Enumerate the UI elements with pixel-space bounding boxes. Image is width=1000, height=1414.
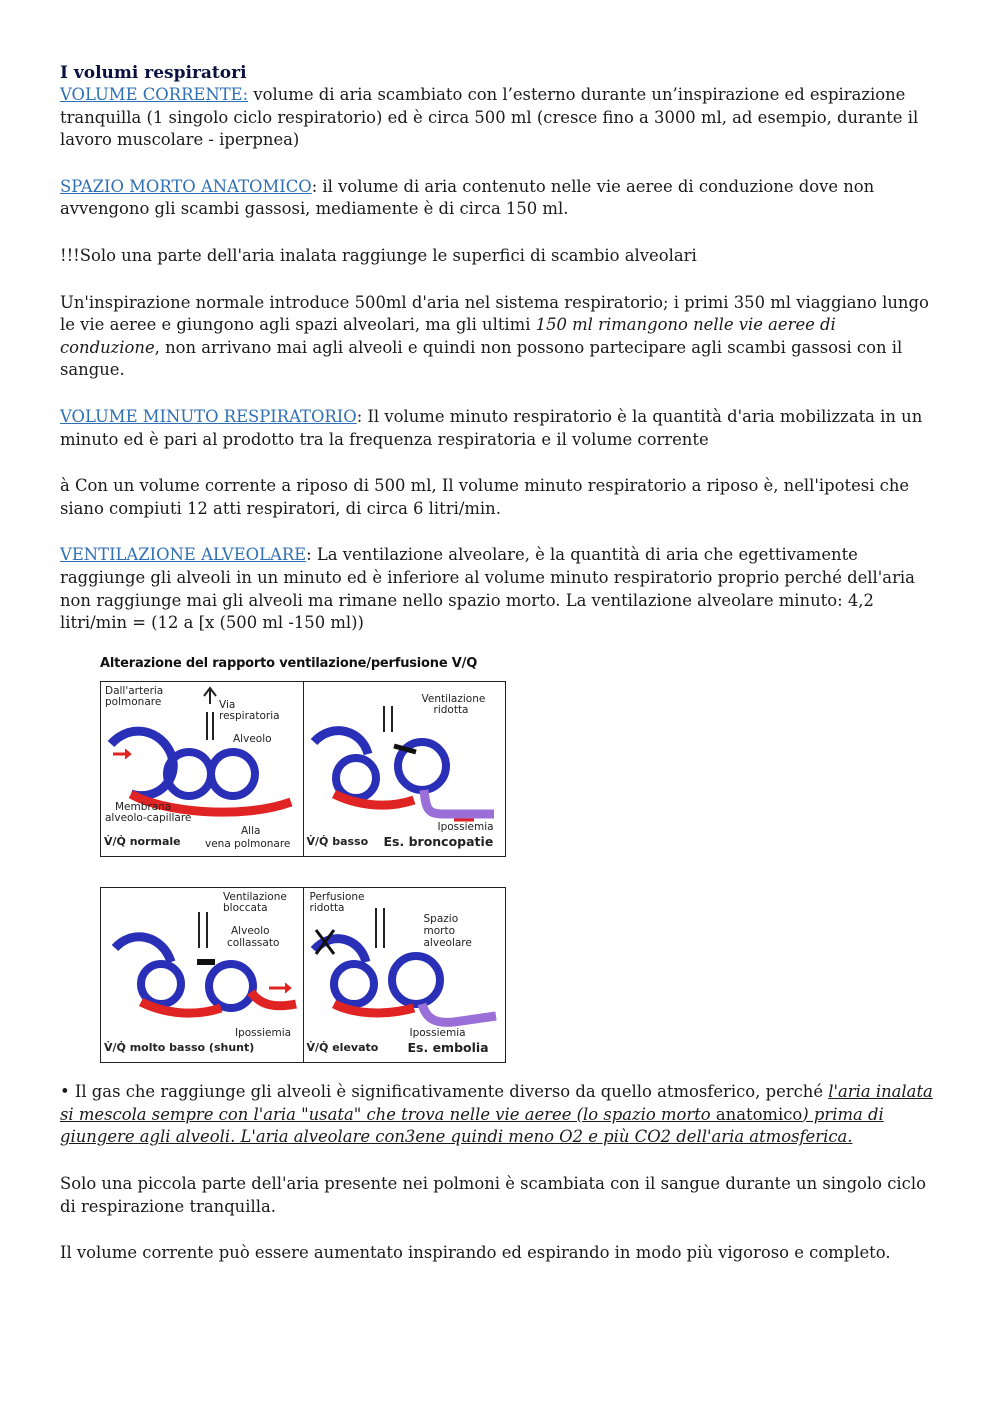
figure-row-bottom bbox=[100, 887, 506, 1063]
term-ventilazione: VENTILAZIONE ALVEOLARE bbox=[60, 545, 307, 565]
label-ventilazione-ridotta-2: ridotta bbox=[433, 704, 469, 717]
label-ventilazione-bloccata-1: Ventilazione bbox=[223, 891, 287, 904]
caption-normale: V̇/Q̇ normale bbox=[104, 834, 181, 848]
figure-row-top bbox=[100, 681, 506, 857]
text-gas-u4: dell'aria atmosferica. bbox=[671, 1127, 853, 1147]
figure-title: Alterazione del rapporto ventilazione/perfusione V/Q bbox=[100, 655, 478, 671]
label-alveolo-collassato-1: Alveolo bbox=[231, 925, 270, 938]
label-membrana-2: alveolo-capillare bbox=[105, 812, 192, 825]
text-gas-a: • Il gas che raggiunge gli alveoli è significativamente diverso da quello atmosferico, perché bbox=[60, 1082, 829, 1102]
label-alla: Alla bbox=[241, 825, 261, 838]
paragraph-riposo: à Con un volume corrente a riposo di 500 ml, Il volume minuto respiratorio a riposo è, nell'ipotesi che siano compiuti 12 atti respiratori, di circa 6 litri/min. bbox=[60, 476, 910, 518]
caption-elevato: V̇/Q̇ elevato bbox=[306, 1040, 379, 1054]
term-spazio-morto: SPAZIO MORTO ANATOMICO bbox=[60, 176, 312, 196]
panel-normale bbox=[101, 682, 304, 856]
label-arteria-1: Dall'arteria bbox=[105, 685, 164, 698]
label-ventilazione-ridotta-1: Ventilazione bbox=[421, 693, 486, 706]
label-arteria-2: polmonare bbox=[105, 696, 162, 709]
paragraph-aumento: Il volume corrente può essere aumentato inspirando ed espirando in modo più vigoroso e completo. bbox=[60, 1243, 891, 1263]
label-membrana-1: Membrana bbox=[115, 801, 172, 814]
label-spazio-1: Spazio bbox=[423, 913, 459, 926]
label-ipossiemia-basso: Ipossiemia bbox=[437, 821, 494, 834]
label-spazio-3: alveolare bbox=[423, 937, 472, 950]
text-spazio-morto: : il volume di aria contenuto nelle vie aeree di conduzione dove non avvengono gli scambi gassosi, mediamente è di circa 150 ml. bbox=[60, 176, 875, 219]
term-volume-minuto: VOLUME MINUTO RESPIRATORIO bbox=[60, 406, 357, 426]
text-gas-u2: anatomico bbox=[710, 1104, 803, 1124]
term-volume-corrente: VOLUME CORRENTE: bbox=[60, 85, 249, 104]
caption-shunt: V̇/Q̇ molto basso (shunt) bbox=[104, 1040, 255, 1054]
panel-basso bbox=[304, 682, 506, 856]
text-inspirazione-italic: 150 ml rimangono nelle vie aeree di conduzione bbox=[60, 315, 836, 357]
label-alveolo-collassato-2: collassato bbox=[227, 937, 280, 950]
paragraph-volume-corrente bbox=[60, 84, 940, 152]
panel-elevato bbox=[304, 888, 506, 1062]
text-volume-corrente: volume di aria scambiato con l’esterno durante un’inspirazione ed espirazione tranquilla (1 singolo ciclo respiratorio) ed è circa 500 ml (cresce fino a 3000 ml, ad esempio, durante il lavoro muscolare - iperpnea) bbox=[60, 85, 919, 150]
vq-figure bbox=[100, 653, 520, 1064]
label-spazio-2: morto bbox=[423, 925, 456, 938]
label-via-1: Via bbox=[219, 699, 236, 712]
paragraph-inspirazione bbox=[60, 292, 940, 382]
text-volume-minuto: : Il volume minuto respiratorio è la quantità d'aria mobilizzata in un minuto ed è pari al prodotto tra la frequenza respiratoria e il volume corrente bbox=[60, 406, 923, 449]
page-title: I volumi respiratori bbox=[60, 63, 247, 83]
paragraph-spazio-morto bbox=[60, 176, 940, 221]
label-vena: vena polmonare bbox=[205, 838, 291, 851]
label-ipossiemia-shunt: Ipossiemia bbox=[235, 1027, 292, 1040]
label-ipossiemia-elevato: Ipossiemia bbox=[409, 1027, 466, 1040]
paragraph-note: !!!Solo una parte dell'aria inalata raggiunge le superfici di scambio alveolari bbox=[60, 245, 697, 265]
label-perfusione-1: Perfusione bbox=[309, 891, 365, 904]
panel-shunt bbox=[101, 888, 304, 1062]
document-page bbox=[60, 62, 940, 1289]
paragraph-ventilazione bbox=[60, 544, 940, 634]
label-ventilazione-bloccata-2: bloccata bbox=[223, 902, 268, 915]
label-via-2: respiratoria bbox=[219, 710, 280, 723]
text-inspirazione-b: , non arrivano mai agli alveoli e quindi non possono partecipare agli scambi gassosi con il sangue. bbox=[60, 337, 903, 380]
caption-broncopatie: Es. broncopatie bbox=[383, 833, 494, 849]
caption-embolia: Es. embolia bbox=[407, 1039, 489, 1055]
text-ventilazione: : La ventilazione alveolare, è la quantità di aria che egettivamente raggiunge gli alveoli in un minuto ed è inferiore al volume minuto respiratorio proprio perché dell'aria non raggiunge mai gli alveoli ma rimane nello spazio morto. La ventilazione alveolare minuto: 4,2 litri/min = (12 a [x (500 ml -150 ml)) bbox=[60, 545, 915, 633]
label-perfusione-2: ridotta bbox=[309, 902, 345, 915]
paragraph-scambio: Solo una piccola parte dell'aria presente nei polmoni è scambiata con il sangue durante un singolo ciclo di respirazione tranquilla. bbox=[60, 1174, 926, 1216]
label-alveolo: Alveolo bbox=[233, 733, 272, 746]
caption-basso: V̇/Q̇ basso bbox=[306, 834, 369, 848]
text-inspirazione-a: Un'inspirazione normale introduce 500ml d'aria nel sistema respiratorio; i primi 350 ml viaggiano lungo le vie aeree e giungono agli spazi alveolari, ma gli ultimi bbox=[60, 292, 929, 335]
text-gas-u3: ) prima di giungere agli alveoli. L'aria alveolare con3ene quindi meno O2 e più CO2 bbox=[60, 1104, 884, 1147]
paragraph-gas bbox=[60, 1081, 940, 1149]
paragraph-volume-minuto bbox=[60, 406, 940, 451]
text-gas-u1: l'aria inalata si mescola sempre con l'aria "usata" che trova nelle vie aeree (lo spazio morto bbox=[60, 1082, 933, 1124]
